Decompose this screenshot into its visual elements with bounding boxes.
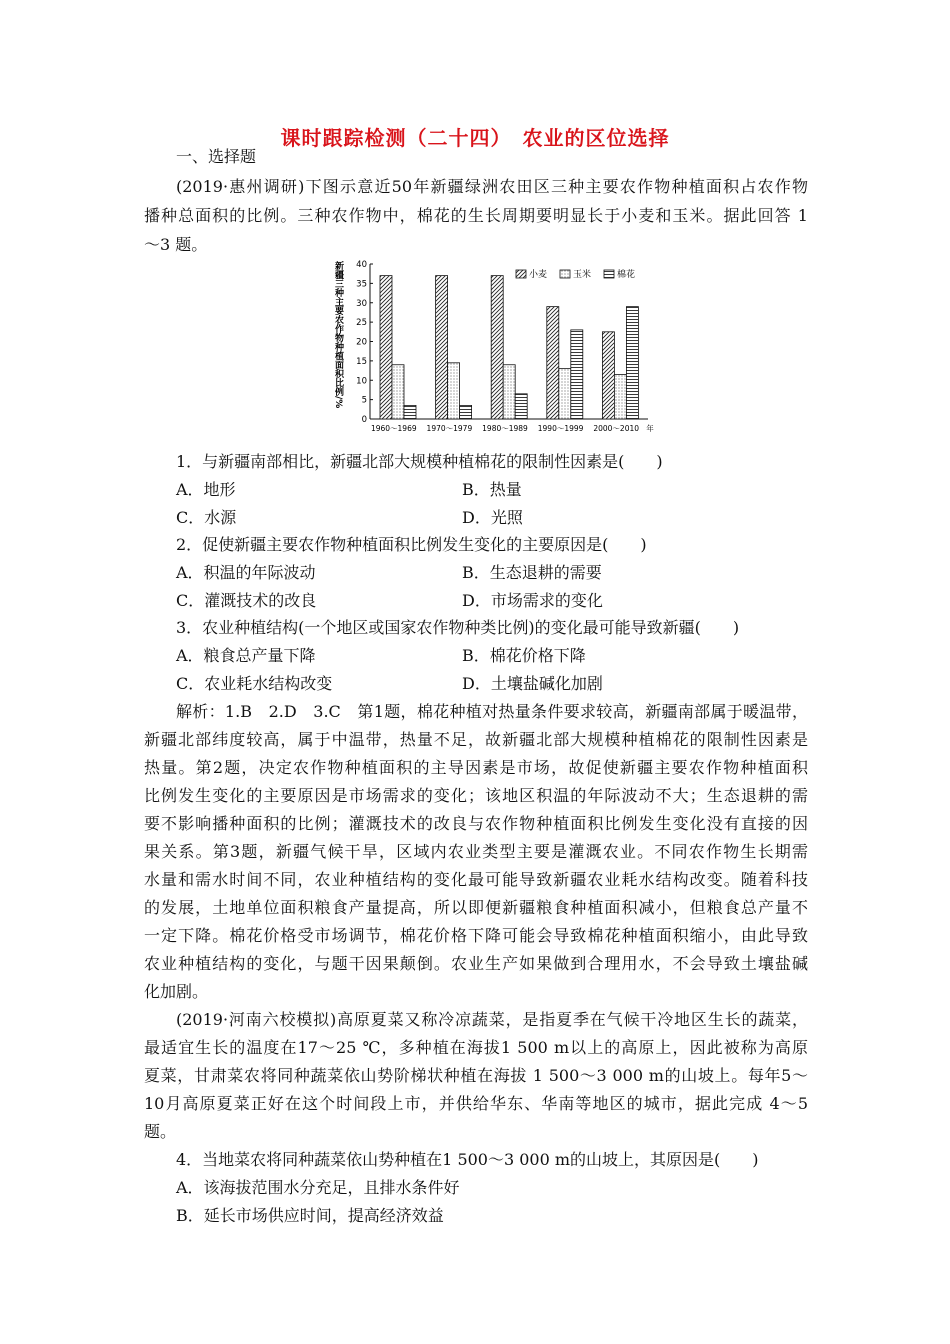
intro2-line: 夏菜，甘肃菜农将同种蔬菜依山势阶梯状种植在海拔 1 500～3 000 m的山坡上。每年5～ xyxy=(144,1066,808,1085)
intro1-line: 播种总面积的比例。三种农作物中，棉花的生长周期要明显长于小麦和玉米。据此回答 1 xyxy=(144,206,808,225)
intro1-line: (2019·惠州调研)下图示意近50年新疆绿洲农田区三种主要农作物种植面积占农作物 xyxy=(176,177,808,196)
q3-stem: 3．农业种植结构(一个地区或国家农作物种类比例)的变化最可能导致新疆( ) xyxy=(176,618,740,637)
q2-stem: 2．促使新疆主要农作物种植面积比例发生变化的主要原因是( ) xyxy=(176,535,647,554)
x-tick-label: 1960～1969 xyxy=(370,424,417,433)
q1-option-d: D．光照 xyxy=(462,508,523,527)
q2-option-c: C．灌溉技术的改良 xyxy=(176,591,317,610)
q3-option-b: B．棉花价格下降 xyxy=(462,646,586,665)
analysis-line: 农业种植结构的变化，与题干因果颠倒。农业生产如果做到合理用水，不会导致土壤盐碱 xyxy=(144,954,808,973)
q1-option-b: B．热量 xyxy=(462,480,522,499)
q3-option-c: C．农业耗水结构改变 xyxy=(176,674,333,693)
bar-棉花 xyxy=(515,394,527,419)
x-tick-label: 2000～2010 xyxy=(593,424,640,433)
q1-stem: 1．与新疆南部相比，新疆北部大规模种植棉花的限制性因素是( ) xyxy=(176,452,663,471)
q4-stem: 4．当地菜农将同种蔬菜依山势种植在1 500～3 000 m的山坡上，其原因是( ) xyxy=(176,1150,759,1169)
analysis-line: 化加剧。 xyxy=(144,982,209,1001)
bar-小麦 xyxy=(547,307,559,419)
bar-小麦 xyxy=(491,276,503,419)
bar-玉米 xyxy=(559,369,571,419)
intro1-line: ～3 题。 xyxy=(144,235,208,254)
legend-swatch-小麦 xyxy=(516,270,526,278)
q2-option-a: A．积温的年际波动 xyxy=(176,563,316,582)
legend-swatch-玉米 xyxy=(560,270,570,278)
analysis-line: 要不影响播种面积的比例；灌溉技术的改良与农作物种植面积比例发生变化没有直接的因 xyxy=(144,814,808,833)
bar-棉花 xyxy=(404,405,416,419)
q2-option-d: D．市场需求的变化 xyxy=(462,591,603,610)
x-axis-unit: 年 xyxy=(646,424,654,433)
intro2-line: 10月高原夏菜正好在这个时间段上市，并供给华东、华南等地区的城市，据此完成 4～5 xyxy=(144,1094,808,1113)
bar-棉花 xyxy=(626,307,638,419)
bar-玉米 xyxy=(448,363,460,419)
analysis-line: 比例发生变化的主要原因是市场需求的变化；该地区积温的年际波动不大；生态退耕的需 xyxy=(144,786,808,805)
x-tick-label: 1980～1989 xyxy=(482,424,528,433)
y-tick-label: 10 xyxy=(356,376,367,387)
y-tick-label: 40 xyxy=(356,260,367,270)
intro2-line: 最适宜生长的温度在17～25 ℃，多种植在海拔1 500 m以上的高原上，因此被称为高原 xyxy=(144,1038,808,1057)
analysis-line: 新疆北部纬度较高，属于中温带，热量不足，故新疆北部大规模种植棉花的限制性因素是 xyxy=(144,730,808,749)
bar-小麦 xyxy=(602,332,614,419)
bar-玉米 xyxy=(503,365,515,419)
q3-option-d: D．土壤盐碱化加剧 xyxy=(462,674,603,693)
analysis-line: 解析：1.B 2.D 3.C 第1题，棉花种植对热量条件要求较高，新疆南部属于暖温带， xyxy=(176,702,808,721)
crop-area-bar-chart xyxy=(330,255,660,445)
analysis-line: 的发展，土地单位面积粮食产量提高，所以即便新疆粮食种植面积减小，但粮食总产量不 xyxy=(144,898,808,917)
analysis-line: 果关系。第3题，新疆气候干旱，区域内农业类型主要是灌溉农业。不同农作物生长期需 xyxy=(144,842,808,861)
q1-option-a: A．地形 xyxy=(176,480,236,499)
q1-option-c: C．水源 xyxy=(176,508,237,527)
analysis-line: 热量。第2题，决定农作物种植面积的主导因素是市场，故促使新疆主要农作物种植面积 xyxy=(144,758,808,777)
legend-label-棉花: 棉花 xyxy=(617,270,636,280)
q2-option-b: B．生态退耕的需要 xyxy=(462,563,602,582)
intro2-line: 题。 xyxy=(144,1122,177,1141)
x-tick-label: 1970～1979 xyxy=(426,424,473,433)
y-tick-label: 15 xyxy=(356,356,367,367)
y-tick-label: 20 xyxy=(356,337,367,348)
y-tick-label: 5 xyxy=(361,395,367,406)
chart-ylabel: 新疆三种主要农作物种植面积比例/% xyxy=(333,261,343,409)
bar-小麦 xyxy=(436,276,448,419)
bar-玉米 xyxy=(614,374,626,419)
bar-小麦 xyxy=(380,276,392,419)
analysis-line: 一定下降。棉花价格受市场调节，棉花价格下降可能会导致棉花种植面积缩小，由此导致 xyxy=(144,926,808,945)
x-tick-label: 1990～1999 xyxy=(537,424,584,433)
bar-玉米 xyxy=(392,365,404,419)
q4-option-a: A．该海拔范围水分充足，且排水条件好 xyxy=(176,1178,460,1197)
legend-swatch-棉花 xyxy=(604,270,614,278)
y-tick-label: 30 xyxy=(356,298,367,309)
legend-label-玉米: 玉米 xyxy=(573,270,592,280)
bar-棉花 xyxy=(571,330,583,419)
section-heading: 一、选择题 xyxy=(176,147,257,166)
y-tick-label: 0 xyxy=(361,415,367,425)
page-title: 课时跟踪检测（二十四） 农业的区位选择 xyxy=(280,126,670,150)
bar-棉花 xyxy=(460,405,472,419)
q4-option-b: B．延长市场供应时间，提高经济效益 xyxy=(176,1206,444,1225)
intro2-line: (2019·河南六校模拟)高原夏菜又称冷凉蔬菜，是指夏季在气候干冷地区生长的蔬菜， xyxy=(176,1010,808,1029)
chart-legend xyxy=(516,268,635,280)
y-tick-label: 35 xyxy=(356,279,367,290)
q3-option-a: A．粮食总产量下降 xyxy=(176,646,316,665)
y-tick-label: 25 xyxy=(356,318,367,329)
analysis-line: 水量和需水时间不同，农业种植结构的变化最可能导致新疆农业耗水结构改变。随着科技 xyxy=(144,870,808,889)
legend-label-小麦: 小麦 xyxy=(529,270,548,280)
